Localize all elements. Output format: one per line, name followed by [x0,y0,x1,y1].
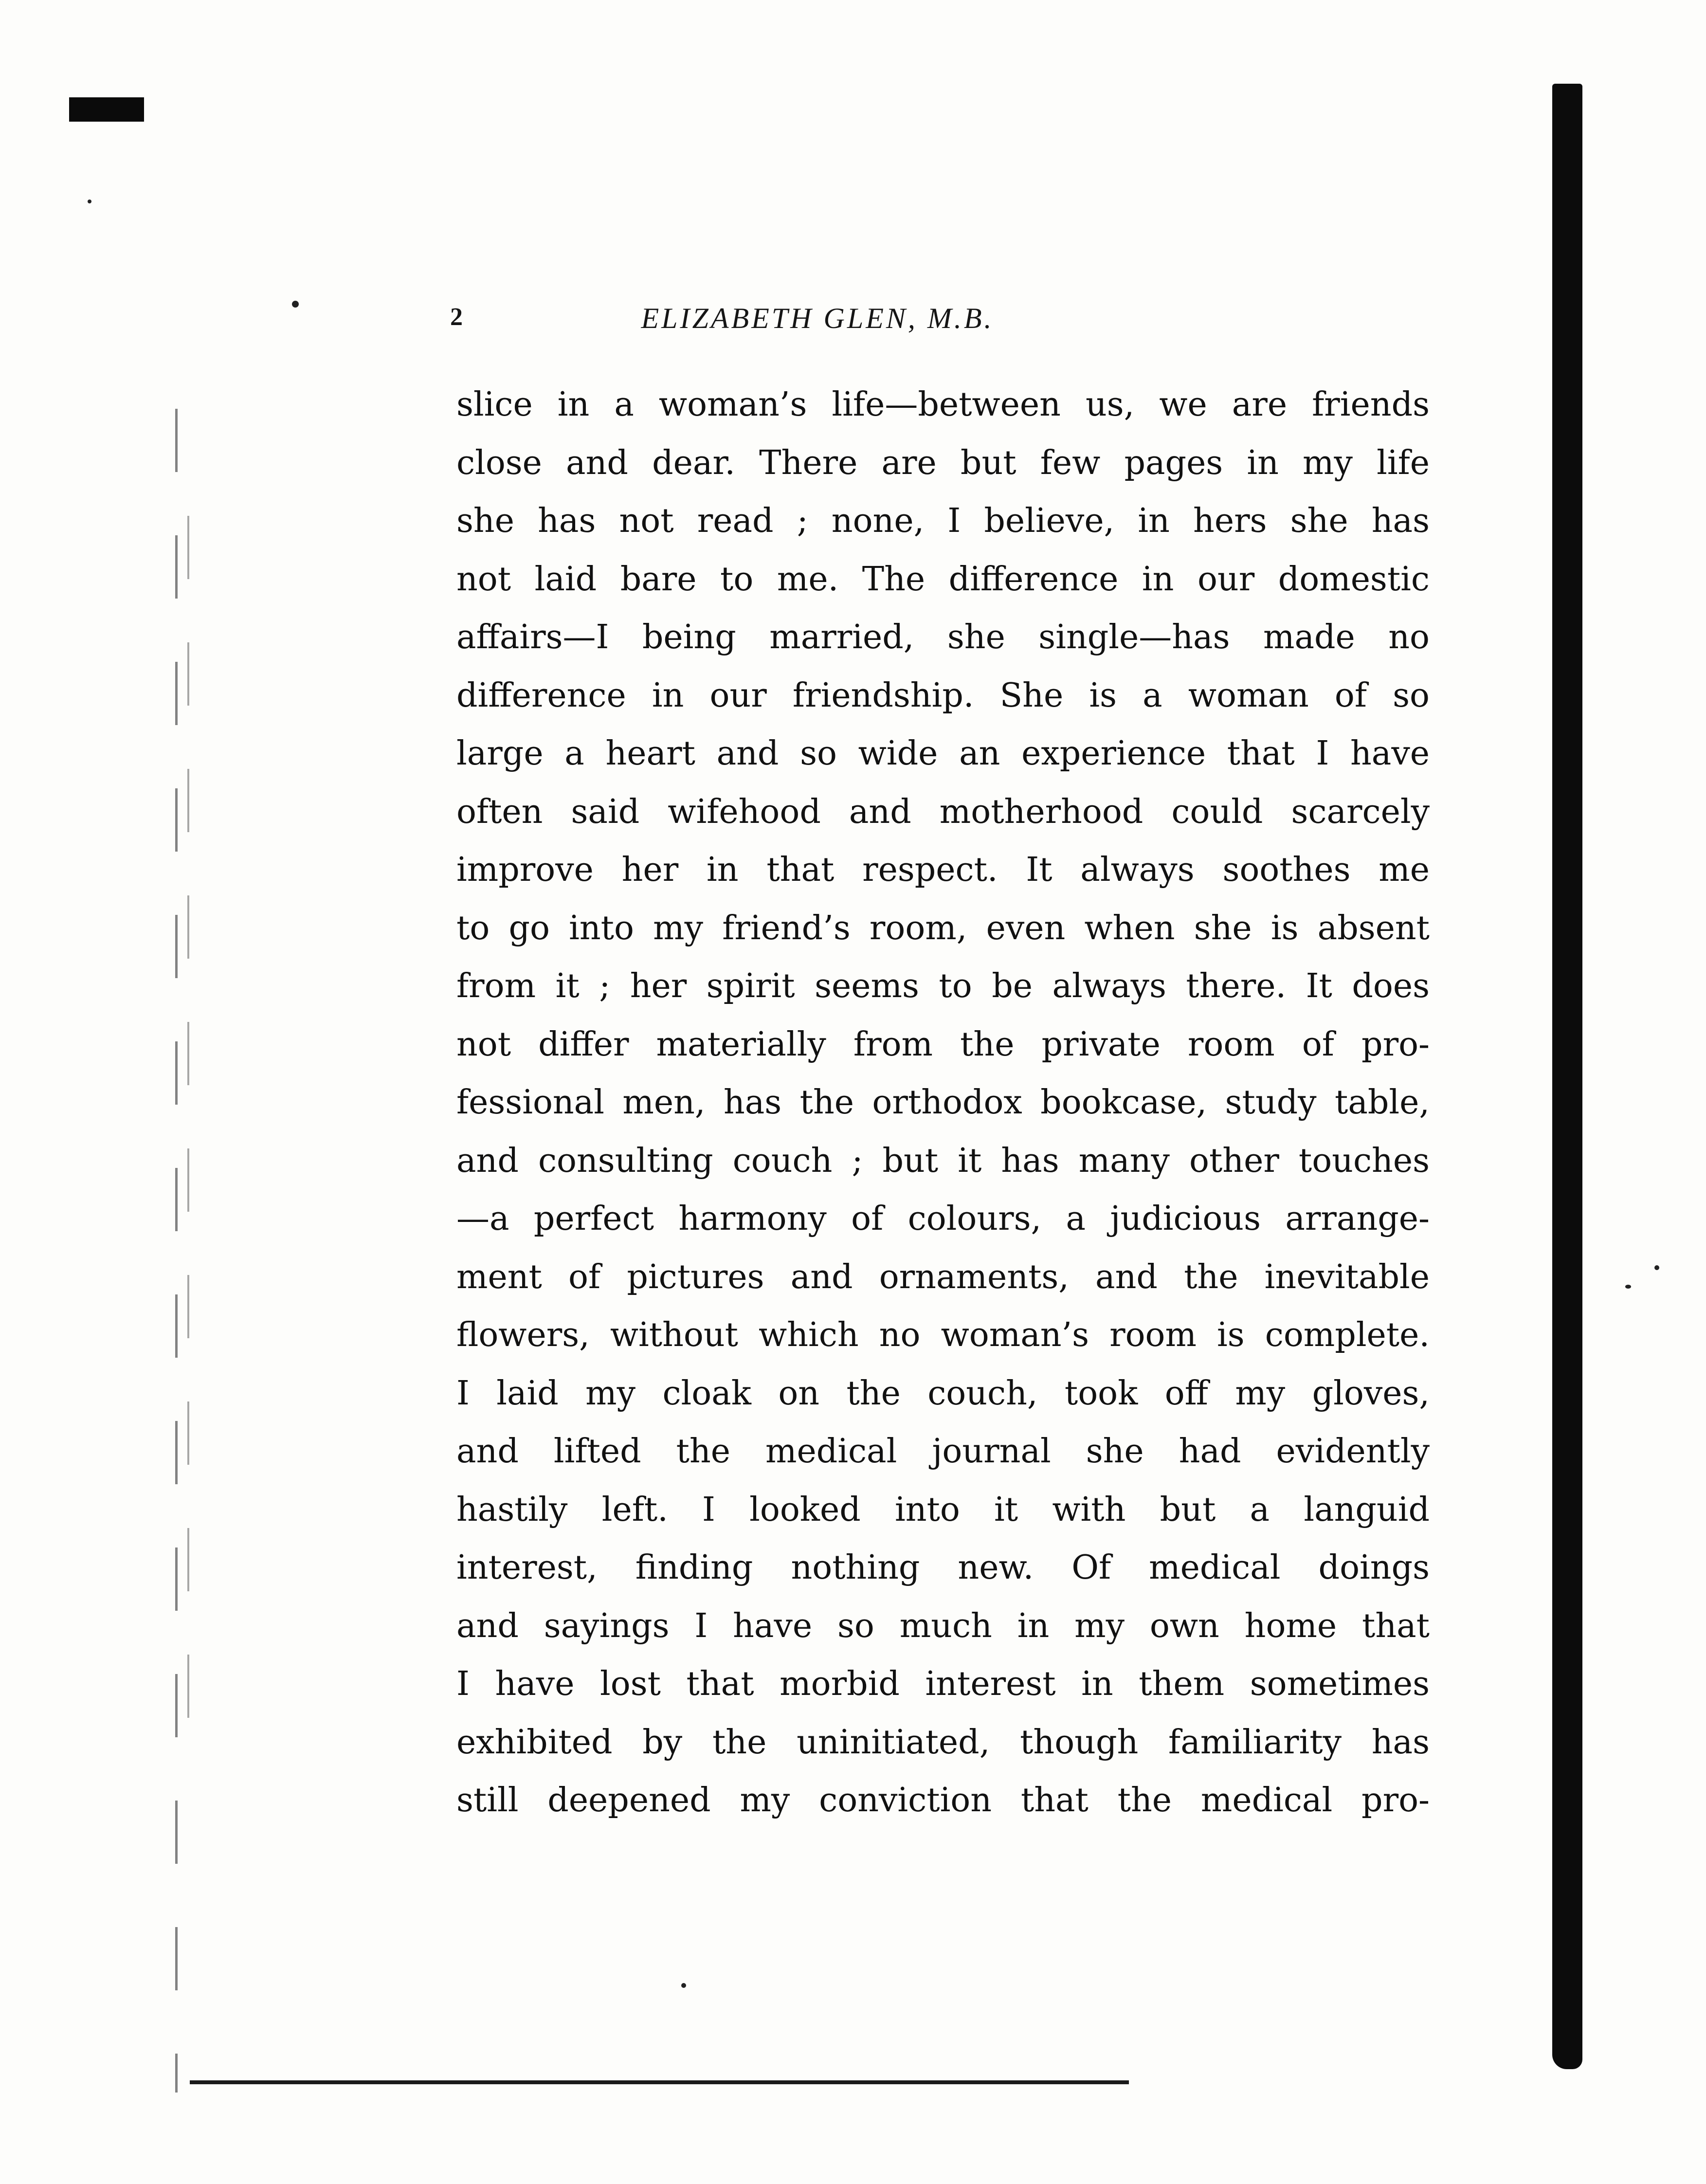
text-line: —a perfect harmony of colours, a judicious arrange- [456,1200,1430,1238]
text-line: ment of pictures and ornaments, and the inevitable [456,1257,1430,1296]
binding-margin-marks-secondary [187,487,189,1752]
text-line: improve her in that respect. It always soothes me [456,851,1430,889]
text-line: flowers, without which no woman’s room is complete. [456,1316,1430,1354]
text-line: and lifted the medical journal she had evidently [456,1432,1430,1471]
running-header: ELIZABETH GLEN, M.B. [641,302,994,334]
text-line: interest, finding nothing new. Of medical doings [456,1548,1430,1587]
page-edge-shadow [1552,84,1582,2069]
scan-speck [1654,1265,1659,1270]
text-line: close and dear. There are but few pages in my life [456,443,1430,482]
scan-artifact-bar [69,97,144,122]
text-line: I have lost that morbid interest in them sometimes [456,1665,1430,1703]
text-line: she has not read ; none, I believe, in hers she has [456,502,1430,540]
text-line: large a heart and so wide an experience that I have [456,734,1430,773]
scan-speck [681,1983,686,1988]
text-line: fessional men, has the orthodox bookcase, study table, [456,1083,1430,1122]
scan-speck [1625,1285,1631,1289]
body-text [456,376,1430,1830]
text-line: and sayings I have so much in my own home that [456,1606,1430,1645]
text-line: hastily left. I looked into it with but a languid [456,1490,1430,1529]
text-line: exhibited by the uninitiated, though familiarity has [456,1723,1430,1762]
text-line: difference in our friendship. She is a woman of so [456,676,1430,715]
text-line: affairs—I being married, she single—has made no [456,618,1430,656]
text-line: and consulting couch ; but it has many other touches [456,1141,1430,1180]
bottom-edge-line [190,2080,1129,2084]
text-line: not differ materially from the private room of pro- [456,1025,1430,1064]
binding-margin-marks [175,380,178,2093]
text-line: slice in a woman’s life—between us, we are friends [456,385,1430,424]
text-line: still deepened my conviction that the medical pro- [456,1781,1430,1820]
text-line: to go into my friend’s room, even when she is absent [456,909,1430,947]
text-line: I laid my cloak on the couch, took off my gloves, [456,1374,1430,1413]
text-line: not laid bare to me. The difference in our domestic [456,560,1430,599]
page-number: 2 [450,303,463,331]
scan-speck [88,200,91,203]
text-line: often said wifehood and motherhood could scarcely [456,792,1430,831]
scan-speck [292,301,299,308]
text-line: from it ; her spirit seems to be always there. It does [456,967,1430,1005]
